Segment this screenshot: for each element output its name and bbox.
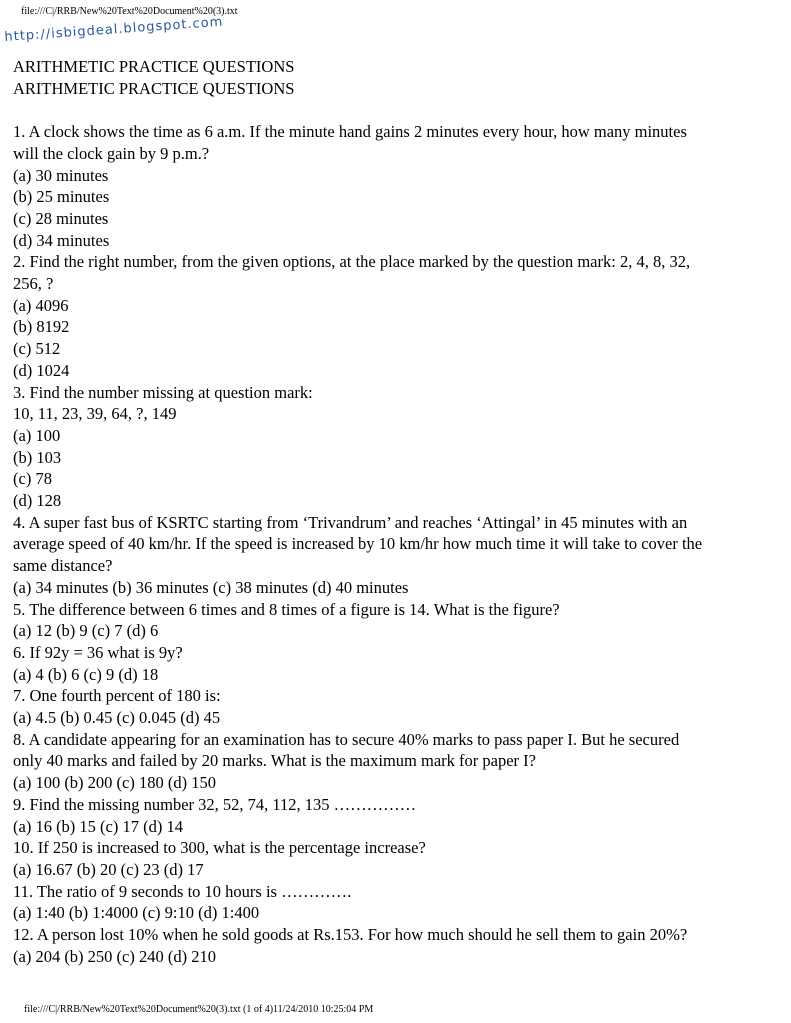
text-line: 12. A person lost 10% when he sold goods at Rs.153. For how much should he sell them to gain 20%? <box>13 925 688 945</box>
text-line: 8. A candidate appearing for an examination has to secure 40% marks to pass paper I. But he secured <box>13 729 680 749</box>
text-line: 256, ? <box>13 274 54 294</box>
text-line: 10. If 250 is increased to 300, what is the percentage increase? <box>13 838 426 858</box>
text-line: average speed of 40 km/hr. If the speed is increased by 10 km/hr how much time it will take to cover the <box>13 534 703 554</box>
text-line: (b) 103 <box>13 447 62 467</box>
text-line: (c) 28 minutes <box>13 208 109 228</box>
text-line: 5. The difference between 6 times and 8 times of a figure is 14. What is the figure? <box>13 599 560 619</box>
text-line: (a) 4.5 (b) 0.45 (c) 0.045 (d) 45 <box>13 708 221 728</box>
text-line: 2. Find the right number, from the given options, at the place marked by the question mark: 2, 4, 8, 32, <box>13 252 691 272</box>
text-line: (a) 204 (b) 250 (c) 240 (d) 210 <box>13 946 216 966</box>
text-line: (a) 34 minutes (b) 36 minutes (c) 38 minutes (d) 40 minutes <box>13 577 409 597</box>
text-line: 10, 11, 23, 39, 64, ?, 149 <box>13 404 177 424</box>
text-line: (a) 4096 <box>13 295 69 315</box>
blank-line <box>13 99 773 121</box>
question-list <box>13 121 773 967</box>
text-line: (c) 78 <box>13 469 52 489</box>
text-line: (a) 4 (b) 6 (c) 9 (d) 18 <box>13 664 159 684</box>
text-line: 7. One fourth percent of 180 is: <box>13 686 221 706</box>
blog-watermark: http://isbigdeal.blogspot.com <box>4 14 224 45</box>
text-line: (b) 25 minutes <box>13 187 110 207</box>
text-line: (a) 100 <box>13 425 61 445</box>
text-line: (c) 512 <box>13 339 61 359</box>
text-line: (a) 30 minutes <box>13 165 109 185</box>
text-line: 1. A clock shows the time as 6 a.m. If the minute hand gains 2 minutes every hour, how many minutes <box>13 122 687 142</box>
text-line: will the clock gain by 9 p.m.? <box>13 143 210 163</box>
text-line: (d) 128 <box>13 491 62 511</box>
text-line: (a) 1:40 (b) 1:4000 (c) 9:10 (d) 1:400 <box>13 903 260 923</box>
text-line: (a) 100 (b) 200 (c) 180 (d) 150 <box>13 773 216 793</box>
text-line: (b) 8192 <box>13 317 70 337</box>
text-line: 4. A super fast bus of KSRTC starting from ‘Trivandrum’ and reaches ‘Attingal’ in 45 minutes with an <box>13 512 688 532</box>
file-path-header: file:///C|/RRB/New%20Text%20Document%20(3).txt <box>21 6 238 17</box>
document-title: ARITHMETIC PRACTICE QUESTIONS <box>13 57 295 76</box>
text-line: (d) 34 minutes <box>13 230 110 250</box>
text-line: only 40 marks and failed by 20 marks. What is the maximum mark for paper I? <box>13 751 536 771</box>
text-line: 11. The ratio of 9 seconds to 10 hours is …………. <box>13 881 352 901</box>
text-line: (a) 16.67 (b) 20 (c) 23 (d) 17 <box>13 860 204 879</box>
document-body <box>13 56 773 968</box>
text-line: 6. If 92y = 36 what is 9y? <box>13 642 183 662</box>
document-title-repeat: ARITHMETIC PRACTICE QUESTIONS <box>13 78 295 98</box>
text-line: 3. Find the number missing at question mark: <box>13 382 313 402</box>
text-line: (d) 1024 <box>13 360 70 380</box>
text-line: (a) 16 (b) 15 (c) 17 (d) 14 <box>13 816 183 836</box>
text-line: (a) 12 (b) 9 (c) 7 (d) 6 <box>13 621 159 641</box>
text-line: 9. Find the missing number 32, 52, 74, 112, 135 …………… <box>13 794 417 814</box>
text-line: same distance? <box>13 556 113 576</box>
print-footer: file:///C|/RRB/New%20Text%20Document%20(3).txt (1 of 4)11/24/2010 10:25:04 PM <box>24 1004 374 1015</box>
